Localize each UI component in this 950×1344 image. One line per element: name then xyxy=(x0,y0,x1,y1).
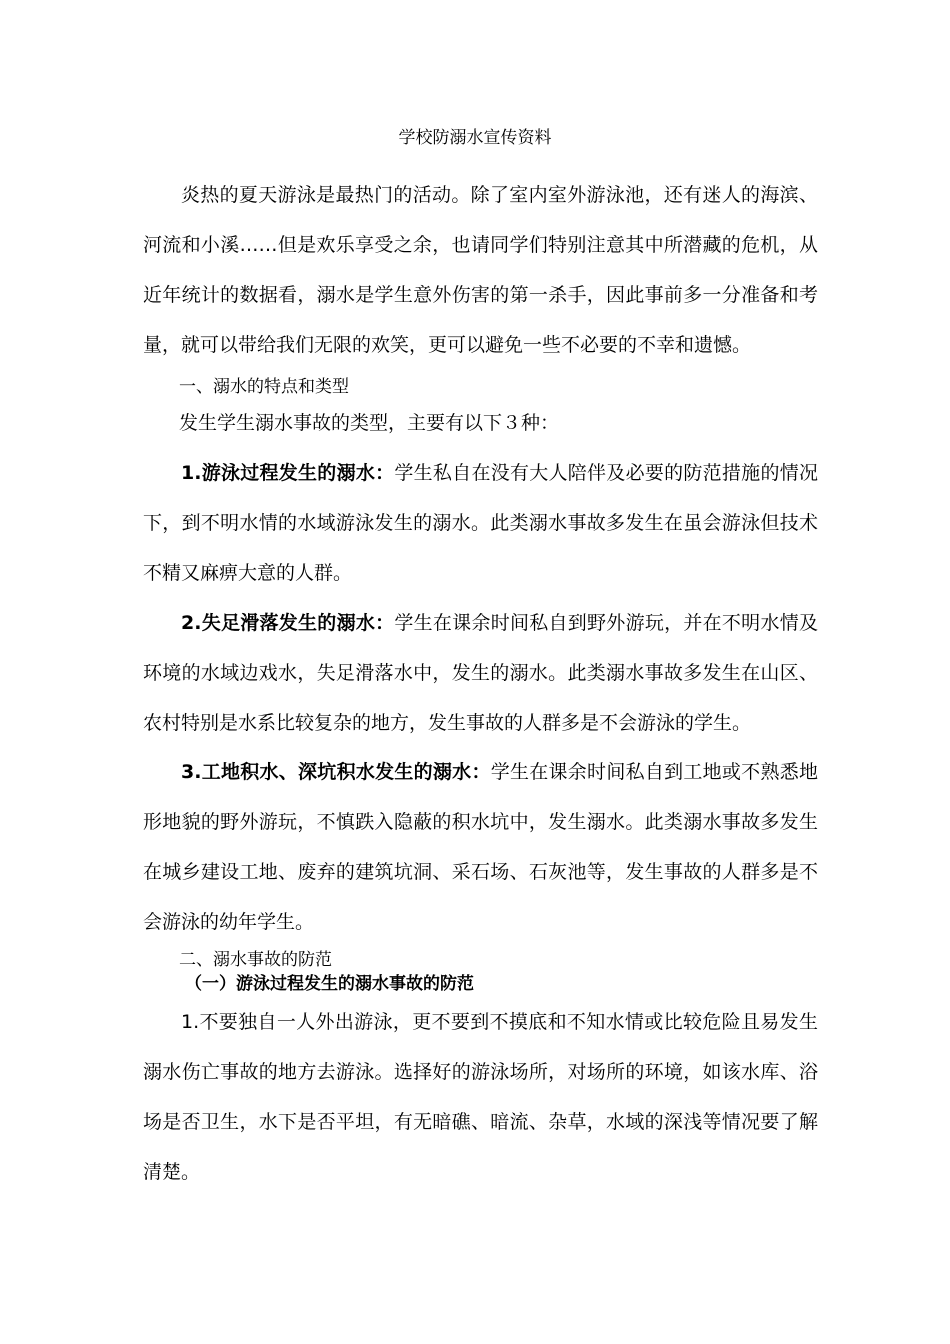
type-3-paragraph xyxy=(143,747,818,947)
type-2-text: 学生在课余时间私自到野外游玩，并在不明水情及环境的水域边戏水，失足滑落水中，发生的溺水。此类溺水事故多发生在山区、农村特别是水系比较复杂的地方，发生事故的人群多是不会游泳的学生。 xyxy=(143,612,818,734)
section2-subheading: （一）游泳过程发生的溺水事故的防范 xyxy=(185,974,474,994)
type-1-paragraph xyxy=(143,448,818,598)
section1-lead: 发生学生溺水事故的类型，主要有以下３种： xyxy=(179,412,560,434)
document-title: 学校防溺水宣传资料 xyxy=(398,128,552,148)
section1-heading: 一、溺水的特点和类型 xyxy=(179,377,349,397)
type-1-label: 1.游泳过程发生的溺水： xyxy=(181,462,395,484)
type-2-paragraph xyxy=(143,598,818,748)
type-3-label: 3.工地积水、深坑积水发生的溺水： xyxy=(181,761,491,783)
section2-heading: 二、溺水事故的防范 xyxy=(179,950,332,970)
section2-item-1: 1.不要独自一人外出游泳，更不要到不摸底和不知水情或比较危险且易发生溺水伤亡事故的地方去游泳。选择好的游泳场所，对场所的环境，如该水库、浴场是否卫生，水下是否平坦，有无暗礁、暗流、杂草，水域的深浅等情况要了解清楚。 xyxy=(143,1011,818,1183)
type-2-label: 2.失足滑落发生的溺水： xyxy=(181,612,395,634)
type-1-text: 学生私自在没有大人陪伴及必要的防范措施的情况下，到不明水情的水域游泳发生的溺水。此类溺水事故多发生在虽会游泳但技术不精又麻痹大意的人群。 xyxy=(143,462,818,584)
type-3-text: 学生在课余时间私自到工地或不熟悉地形地貌的野外游玩，不慎跌入隐蔽的积水坑中，发生溺水。此类溺水事故多发生在城乡建设工地、废弃的建筑坑洞、采石场、石灰池等，发生事故的人群多是不会游泳的幼年学生。 xyxy=(143,761,818,933)
intro-paragraph: 炎热的夏天游泳是最热门的活动。除了室内室外游泳池，还有迷人的海滨、河流和小溪……但是欢乐享受之余，也请同学们特别注意其中所潜藏的危机，从近年统计的数据看，溺水是学生意外伤害的第一杀手，因此事前多一分准备和考量，就可以带给我们无限的欢笑，更可以避免一些不必要的不幸和遗憾。 xyxy=(143,184,818,356)
